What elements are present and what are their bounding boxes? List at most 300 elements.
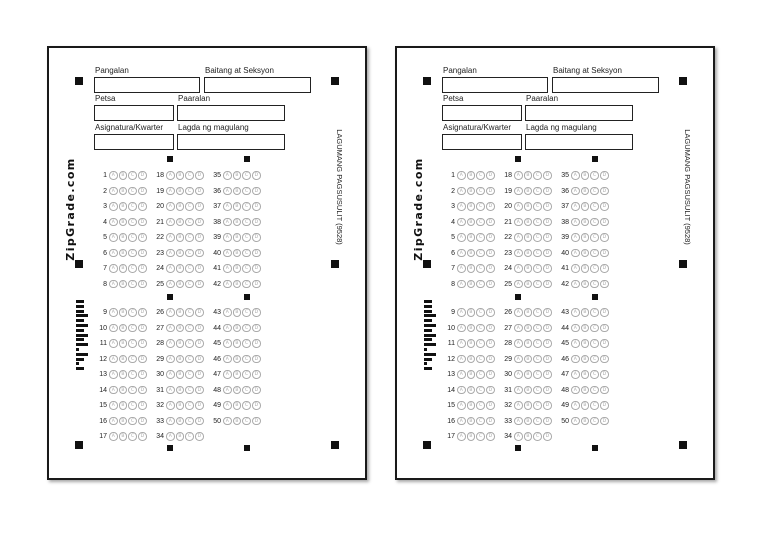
answer-bubble-a[interactable]: A: [514, 355, 523, 364]
answer-bubble-c[interactable]: C: [590, 264, 599, 273]
answer-bubble-d[interactable]: D: [195, 233, 204, 242]
answer-bubble-b[interactable]: B: [467, 339, 476, 348]
answer-bubble-b[interactable]: B: [524, 324, 533, 333]
answer-bubble-a[interactable]: A: [571, 202, 580, 211]
answer-bubble-c[interactable]: C: [533, 264, 542, 273]
answer-bubble-a[interactable]: A: [223, 280, 232, 289]
answer-bubble-b[interactable]: B: [581, 308, 590, 317]
answer-bubble-b[interactable]: B: [119, 218, 128, 227]
answer-bubble-c[interactable]: C: [476, 264, 485, 273]
answer-bubble-b[interactable]: B: [119, 280, 128, 289]
answer-bubble-d[interactable]: D: [486, 401, 495, 410]
answer-bubble-b[interactable]: B: [176, 249, 185, 258]
answer-bubble-d[interactable]: D: [543, 233, 552, 242]
answer-bubble-d[interactable]: D: [600, 187, 609, 196]
answer-bubble-b[interactable]: B: [176, 386, 185, 395]
answer-bubble-d[interactable]: D: [195, 218, 204, 227]
answer-bubble-b[interactable]: B: [233, 370, 242, 379]
answer-bubble-a[interactable]: A: [109, 249, 118, 258]
answer-bubble-c[interactable]: C: [533, 280, 542, 289]
answer-bubble-c[interactable]: C: [185, 280, 194, 289]
answer-bubble-c[interactable]: C: [533, 324, 542, 333]
answer-bubble-c[interactable]: C: [242, 218, 251, 227]
answer-bubble-b[interactable]: B: [119, 187, 128, 196]
answer-bubble-b[interactable]: B: [467, 280, 476, 289]
answer-bubble-a[interactable]: A: [457, 308, 466, 317]
answer-bubble-b[interactable]: B: [467, 249, 476, 258]
answer-bubble-c[interactable]: C: [476, 324, 485, 333]
answer-bubble-b[interactable]: B: [524, 386, 533, 395]
answer-bubble-a[interactable]: A: [457, 249, 466, 258]
answer-bubble-b[interactable]: B: [467, 187, 476, 196]
answer-bubble-d[interactable]: D: [486, 171, 495, 180]
answer-bubble-c[interactable]: C: [590, 401, 599, 410]
answer-bubble-d[interactable]: D: [600, 202, 609, 211]
answer-bubble-b[interactable]: B: [176, 218, 185, 227]
answer-bubble-d[interactable]: D: [252, 339, 261, 348]
answer-bubble-d[interactable]: D: [138, 171, 147, 180]
answer-bubble-a[interactable]: A: [457, 370, 466, 379]
answer-bubble-b[interactable]: B: [119, 202, 128, 211]
answer-bubble-a[interactable]: A: [109, 280, 118, 289]
answer-bubble-d[interactable]: D: [138, 324, 147, 333]
answer-bubble-c[interactable]: C: [185, 355, 194, 364]
answer-bubble-b[interactable]: B: [524, 249, 533, 258]
answer-bubble-d[interactable]: D: [138, 202, 147, 211]
answer-bubble-d[interactable]: D: [195, 324, 204, 333]
answer-bubble-c[interactable]: C: [590, 218, 599, 227]
answer-bubble-d[interactable]: D: [195, 187, 204, 196]
answer-bubble-b[interactable]: B: [467, 386, 476, 395]
grade-section-field[interactable]: [204, 77, 311, 93]
answer-bubble-a[interactable]: A: [457, 339, 466, 348]
answer-bubble-c[interactable]: C: [128, 264, 137, 273]
answer-bubble-a[interactable]: A: [571, 355, 580, 364]
answer-bubble-a[interactable]: A: [457, 280, 466, 289]
answer-bubble-c[interactable]: C: [590, 324, 599, 333]
answer-bubble-c[interactable]: C: [533, 202, 542, 211]
answer-bubble-a[interactable]: A: [223, 171, 232, 180]
answer-bubble-a[interactable]: A: [571, 386, 580, 395]
answer-bubble-a[interactable]: A: [109, 171, 118, 180]
answer-bubble-a[interactable]: A: [514, 339, 523, 348]
answer-bubble-a[interactable]: A: [514, 187, 523, 196]
answer-bubble-d[interactable]: D: [600, 355, 609, 364]
answer-bubble-a[interactable]: A: [571, 233, 580, 242]
answer-bubble-d[interactable]: D: [486, 218, 495, 227]
answer-bubble-c[interactable]: C: [590, 171, 599, 180]
answer-bubble-c[interactable]: C: [590, 386, 599, 395]
answer-bubble-b[interactable]: B: [233, 249, 242, 258]
answer-bubble-b[interactable]: B: [581, 264, 590, 273]
answer-bubble-c[interactable]: C: [476, 417, 485, 426]
answer-bubble-a[interactable]: A: [223, 218, 232, 227]
answer-bubble-d[interactable]: D: [486, 280, 495, 289]
answer-bubble-c[interactable]: C: [185, 401, 194, 410]
answer-bubble-b[interactable]: B: [524, 187, 533, 196]
answer-bubble-b[interactable]: B: [467, 233, 476, 242]
answer-bubble-d[interactable]: D: [138, 417, 147, 426]
answer-bubble-a[interactable]: A: [514, 308, 523, 317]
answer-bubble-a[interactable]: A: [166, 370, 175, 379]
answer-bubble-b[interactable]: B: [176, 233, 185, 242]
answer-bubble-b[interactable]: B: [581, 202, 590, 211]
answer-bubble-b[interactable]: B: [119, 370, 128, 379]
answer-bubble-d[interactable]: D: [543, 249, 552, 258]
answer-bubble-d[interactable]: D: [600, 280, 609, 289]
answer-bubble-b[interactable]: B: [524, 264, 533, 273]
answer-bubble-c[interactable]: C: [476, 202, 485, 211]
answer-bubble-c[interactable]: C: [476, 401, 485, 410]
parent-signature-field[interactable]: [177, 134, 285, 150]
answer-bubble-c[interactable]: C: [242, 202, 251, 211]
answer-bubble-c[interactable]: C: [128, 218, 137, 227]
answer-bubble-b[interactable]: B: [119, 432, 128, 441]
answer-bubble-c[interactable]: C: [242, 249, 251, 258]
answer-bubble-c[interactable]: C: [476, 355, 485, 364]
answer-bubble-c[interactable]: C: [590, 308, 599, 317]
answer-bubble-b[interactable]: B: [524, 280, 533, 289]
answer-bubble-d[interactable]: D: [600, 370, 609, 379]
answer-bubble-c[interactable]: C: [185, 202, 194, 211]
answer-bubble-a[interactable]: A: [457, 355, 466, 364]
answer-bubble-a[interactable]: A: [109, 218, 118, 227]
answer-bubble-b[interactable]: B: [467, 264, 476, 273]
answer-bubble-a[interactable]: A: [457, 233, 466, 242]
answer-bubble-c[interactable]: C: [128, 401, 137, 410]
answer-bubble-a[interactable]: A: [514, 264, 523, 273]
answer-bubble-b[interactable]: B: [119, 171, 128, 180]
answer-bubble-a[interactable]: A: [571, 171, 580, 180]
answer-bubble-b[interactable]: B: [467, 401, 476, 410]
answer-bubble-a[interactable]: A: [514, 432, 523, 441]
name-field[interactable]: [94, 77, 200, 93]
answer-bubble-c[interactable]: C: [590, 280, 599, 289]
answer-bubble-d[interactable]: D: [486, 308, 495, 317]
answer-bubble-a[interactable]: A: [571, 308, 580, 317]
answer-bubble-d[interactable]: D: [138, 218, 147, 227]
answer-bubble-b[interactable]: B: [233, 202, 242, 211]
answer-bubble-a[interactable]: A: [109, 355, 118, 364]
answer-bubble-c[interactable]: C: [533, 249, 542, 258]
answer-bubble-a[interactable]: A: [571, 339, 580, 348]
answer-bubble-d[interactable]: D: [252, 171, 261, 180]
answer-bubble-d[interactable]: D: [600, 171, 609, 180]
answer-bubble-b[interactable]: B: [119, 355, 128, 364]
answer-bubble-c[interactable]: C: [185, 187, 194, 196]
answer-bubble-d[interactable]: D: [600, 417, 609, 426]
answer-bubble-d[interactable]: D: [543, 401, 552, 410]
answer-bubble-b[interactable]: B: [176, 264, 185, 273]
answer-bubble-b[interactable]: B: [176, 308, 185, 317]
answer-bubble-d[interactable]: D: [543, 202, 552, 211]
answer-bubble-c[interactable]: C: [590, 187, 599, 196]
answer-bubble-c[interactable]: C: [242, 308, 251, 317]
answer-bubble-c[interactable]: C: [476, 339, 485, 348]
answer-bubble-a[interactable]: A: [109, 308, 118, 317]
answer-bubble-d[interactable]: D: [195, 264, 204, 273]
answer-bubble-b[interactable]: B: [581, 249, 590, 258]
answer-bubble-a[interactable]: A: [514, 417, 523, 426]
parent-signature-field[interactable]: [525, 134, 633, 150]
answer-bubble-d[interactable]: D: [543, 386, 552, 395]
answer-bubble-d[interactable]: D: [195, 386, 204, 395]
answer-bubble-c[interactable]: C: [128, 233, 137, 242]
answer-bubble-a[interactable]: A: [223, 370, 232, 379]
name-field[interactable]: [442, 77, 548, 93]
answer-bubble-b[interactable]: B: [176, 202, 185, 211]
answer-bubble-d[interactable]: D: [543, 324, 552, 333]
answer-bubble-a[interactable]: A: [166, 218, 175, 227]
answer-bubble-c[interactable]: C: [590, 249, 599, 258]
answer-bubble-d[interactable]: D: [195, 401, 204, 410]
answer-bubble-a[interactable]: A: [571, 370, 580, 379]
date-field[interactable]: [94, 105, 174, 121]
answer-bubble-d[interactable]: D: [138, 432, 147, 441]
answer-bubble-c[interactable]: C: [476, 432, 485, 441]
answer-bubble-d[interactable]: D: [600, 386, 609, 395]
answer-bubble-b[interactable]: B: [467, 202, 476, 211]
answer-bubble-d[interactable]: D: [600, 249, 609, 258]
answer-bubble-b[interactable]: B: [119, 233, 128, 242]
answer-bubble-d[interactable]: D: [486, 249, 495, 258]
answer-bubble-a[interactable]: A: [166, 417, 175, 426]
answer-bubble-d[interactable]: D: [486, 339, 495, 348]
answer-bubble-b[interactable]: B: [176, 280, 185, 289]
answer-bubble-a[interactable]: A: [223, 339, 232, 348]
answer-bubble-b[interactable]: B: [176, 432, 185, 441]
answer-bubble-a[interactable]: A: [571, 417, 580, 426]
answer-bubble-c[interactable]: C: [185, 386, 194, 395]
answer-bubble-b[interactable]: B: [176, 171, 185, 180]
answer-bubble-c[interactable]: C: [476, 249, 485, 258]
answer-bubble-c[interactable]: C: [533, 401, 542, 410]
answer-bubble-d[interactable]: D: [252, 187, 261, 196]
answer-bubble-c[interactable]: C: [476, 280, 485, 289]
answer-bubble-b[interactable]: B: [233, 339, 242, 348]
answer-bubble-c[interactable]: C: [590, 370, 599, 379]
answer-bubble-c[interactable]: C: [533, 370, 542, 379]
subject-quarter-field[interactable]: [94, 134, 174, 150]
answer-bubble-d[interactable]: D: [600, 401, 609, 410]
answer-bubble-c[interactable]: C: [128, 386, 137, 395]
answer-bubble-d[interactable]: D: [543, 280, 552, 289]
answer-bubble-a[interactable]: A: [457, 187, 466, 196]
answer-bubble-c[interactable]: C: [476, 370, 485, 379]
answer-bubble-b[interactable]: B: [524, 171, 533, 180]
answer-bubble-b[interactable]: B: [467, 308, 476, 317]
answer-bubble-d[interactable]: D: [195, 171, 204, 180]
answer-bubble-d[interactable]: D: [252, 324, 261, 333]
answer-bubble-d[interactable]: D: [252, 264, 261, 273]
answer-bubble-a[interactable]: A: [223, 324, 232, 333]
answer-bubble-c[interactable]: C: [533, 339, 542, 348]
answer-bubble-c[interactable]: C: [185, 432, 194, 441]
answer-bubble-d[interactable]: D: [138, 249, 147, 258]
answer-bubble-d[interactable]: D: [543, 432, 552, 441]
answer-bubble-a[interactable]: A: [571, 264, 580, 273]
answer-bubble-c[interactable]: C: [185, 339, 194, 348]
answer-bubble-d[interactable]: D: [195, 202, 204, 211]
answer-bubble-a[interactable]: A: [514, 218, 523, 227]
answer-bubble-a[interactable]: A: [109, 339, 118, 348]
answer-bubble-b[interactable]: B: [581, 417, 590, 426]
answer-bubble-a[interactable]: A: [457, 401, 466, 410]
answer-bubble-c[interactable]: C: [476, 308, 485, 317]
answer-bubble-d[interactable]: D: [543, 339, 552, 348]
answer-bubble-d[interactable]: D: [195, 308, 204, 317]
answer-bubble-a[interactable]: A: [223, 233, 232, 242]
answer-bubble-a[interactable]: A: [514, 171, 523, 180]
answer-bubble-a[interactable]: A: [571, 324, 580, 333]
answer-bubble-d[interactable]: D: [600, 324, 609, 333]
answer-bubble-b[interactable]: B: [176, 417, 185, 426]
answer-bubble-c[interactable]: C: [185, 324, 194, 333]
answer-bubble-b[interactable]: B: [176, 324, 185, 333]
answer-bubble-b[interactable]: B: [524, 218, 533, 227]
answer-bubble-d[interactable]: D: [486, 355, 495, 364]
answer-bubble-d[interactable]: D: [486, 202, 495, 211]
answer-bubble-a[interactable]: A: [109, 432, 118, 441]
answer-bubble-d[interactable]: D: [252, 355, 261, 364]
answer-bubble-b[interactable]: B: [581, 386, 590, 395]
answer-bubble-d[interactable]: D: [600, 218, 609, 227]
answer-bubble-a[interactable]: A: [109, 386, 118, 395]
answer-bubble-d[interactable]: D: [543, 218, 552, 227]
answer-bubble-d[interactable]: D: [486, 386, 495, 395]
date-field[interactable]: [442, 105, 522, 121]
answer-bubble-a[interactable]: A: [109, 324, 118, 333]
answer-bubble-a[interactable]: A: [457, 202, 466, 211]
answer-bubble-b[interactable]: B: [581, 233, 590, 242]
answer-bubble-c[interactable]: C: [476, 233, 485, 242]
answer-bubble-a[interactable]: A: [457, 218, 466, 227]
answer-bubble-a[interactable]: A: [166, 280, 175, 289]
answer-bubble-c[interactable]: C: [242, 339, 251, 348]
answer-bubble-d[interactable]: D: [252, 249, 261, 258]
answer-bubble-d[interactable]: D: [138, 401, 147, 410]
answer-bubble-b[interactable]: B: [524, 202, 533, 211]
answer-bubble-a[interactable]: A: [109, 264, 118, 273]
answer-bubble-a[interactable]: A: [166, 308, 175, 317]
answer-bubble-b[interactable]: B: [581, 401, 590, 410]
answer-bubble-b[interactable]: B: [581, 324, 590, 333]
answer-bubble-d[interactable]: D: [252, 202, 261, 211]
answer-bubble-a[interactable]: A: [223, 187, 232, 196]
answer-bubble-d[interactable]: D: [138, 233, 147, 242]
answer-bubble-a[interactable]: A: [457, 432, 466, 441]
answer-bubble-b[interactable]: B: [176, 401, 185, 410]
answer-bubble-b[interactable]: B: [467, 218, 476, 227]
answer-bubble-b[interactable]: B: [467, 417, 476, 426]
answer-bubble-c[interactable]: C: [128, 280, 137, 289]
answer-bubble-c[interactable]: C: [533, 432, 542, 441]
answer-bubble-d[interactable]: D: [138, 355, 147, 364]
answer-bubble-a[interactable]: A: [223, 401, 232, 410]
answer-bubble-c[interactable]: C: [185, 417, 194, 426]
answer-bubble-d[interactable]: D: [600, 308, 609, 317]
answer-bubble-c[interactable]: C: [128, 202, 137, 211]
answer-bubble-b[interactable]: B: [233, 417, 242, 426]
grade-section-field[interactable]: [552, 77, 659, 93]
answer-bubble-d[interactable]: D: [252, 218, 261, 227]
answer-bubble-a[interactable]: A: [457, 264, 466, 273]
answer-bubble-c[interactable]: C: [242, 187, 251, 196]
answer-bubble-a[interactable]: A: [223, 417, 232, 426]
answer-bubble-b[interactable]: B: [581, 355, 590, 364]
answer-bubble-a[interactable]: A: [166, 401, 175, 410]
answer-bubble-a[interactable]: A: [223, 249, 232, 258]
answer-bubble-c[interactable]: C: [128, 308, 137, 317]
answer-bubble-a[interactable]: A: [166, 202, 175, 211]
answer-bubble-b[interactable]: B: [233, 233, 242, 242]
answer-bubble-a[interactable]: A: [166, 324, 175, 333]
answer-bubble-c[interactable]: C: [533, 386, 542, 395]
answer-bubble-b[interactable]: B: [524, 370, 533, 379]
answer-bubble-a[interactable]: A: [223, 202, 232, 211]
answer-bubble-d[interactable]: D: [138, 187, 147, 196]
answer-bubble-d[interactable]: D: [195, 370, 204, 379]
answer-bubble-a[interactable]: A: [457, 417, 466, 426]
answer-bubble-c[interactable]: C: [476, 187, 485, 196]
answer-bubble-c[interactable]: C: [533, 233, 542, 242]
answer-bubble-b[interactable]: B: [233, 386, 242, 395]
answer-bubble-b[interactable]: B: [581, 218, 590, 227]
answer-bubble-b[interactable]: B: [581, 339, 590, 348]
answer-bubble-c[interactable]: C: [185, 370, 194, 379]
answer-bubble-b[interactable]: B: [581, 187, 590, 196]
answer-bubble-d[interactable]: D: [252, 401, 261, 410]
answer-bubble-d[interactable]: D: [252, 386, 261, 395]
answer-bubble-d[interactable]: D: [195, 355, 204, 364]
answer-bubble-c[interactable]: C: [590, 202, 599, 211]
answer-bubble-c[interactable]: C: [128, 417, 137, 426]
answer-bubble-d[interactable]: D: [543, 264, 552, 273]
answer-bubble-b[interactable]: B: [119, 401, 128, 410]
answer-bubble-c[interactable]: C: [128, 339, 137, 348]
answer-bubble-a[interactable]: A: [223, 264, 232, 273]
answer-bubble-b[interactable]: B: [119, 386, 128, 395]
answer-bubble-a[interactable]: A: [514, 386, 523, 395]
answer-bubble-d[interactable]: D: [600, 233, 609, 242]
answer-bubble-c[interactable]: C: [185, 249, 194, 258]
answer-bubble-b[interactable]: B: [119, 249, 128, 258]
answer-bubble-a[interactable]: A: [166, 233, 175, 242]
answer-bubble-b[interactable]: B: [524, 339, 533, 348]
answer-bubble-c[interactable]: C: [242, 171, 251, 180]
answer-bubble-d[interactable]: D: [543, 355, 552, 364]
answer-bubble-b[interactable]: B: [233, 171, 242, 180]
answer-bubble-d[interactable]: D: [252, 370, 261, 379]
answer-bubble-a[interactable]: A: [166, 171, 175, 180]
answer-bubble-a[interactable]: A: [571, 218, 580, 227]
answer-bubble-b[interactable]: B: [119, 308, 128, 317]
answer-bubble-c[interactable]: C: [185, 171, 194, 180]
answer-bubble-c[interactable]: C: [128, 324, 137, 333]
answer-bubble-c[interactable]: C: [242, 370, 251, 379]
answer-bubble-b[interactable]: B: [467, 324, 476, 333]
answer-bubble-d[interactable]: D: [486, 370, 495, 379]
answer-bubble-c[interactable]: C: [476, 386, 485, 395]
answer-bubble-c[interactable]: C: [590, 417, 599, 426]
answer-bubble-c[interactable]: C: [242, 264, 251, 273]
answer-bubble-c[interactable]: C: [128, 370, 137, 379]
answer-bubble-b[interactable]: B: [524, 355, 533, 364]
answer-bubble-c[interactable]: C: [242, 417, 251, 426]
answer-bubble-a[interactable]: A: [109, 417, 118, 426]
answer-bubble-a[interactable]: A: [166, 187, 175, 196]
answer-bubble-d[interactable]: D: [486, 417, 495, 426]
